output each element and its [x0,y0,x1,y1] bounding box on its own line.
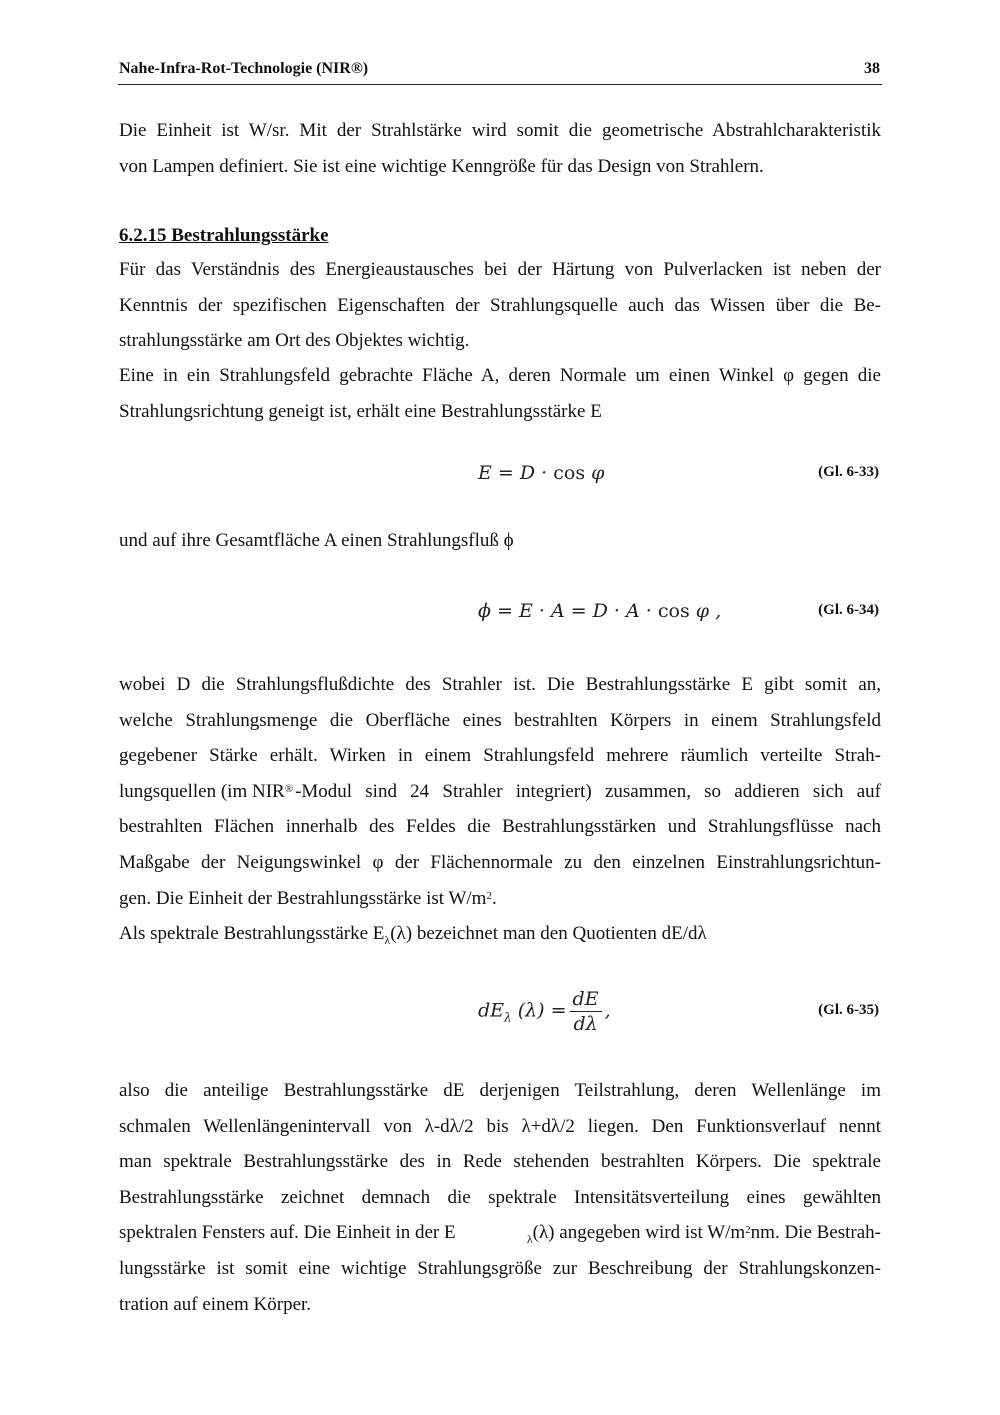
text-line: tration auf einem Körper. [119,1293,312,1315]
paragraph-6 [119,1073,881,1322]
page-number: 38 [864,60,880,77]
equation-6-33: E = D · cos φ [478,462,605,484]
text-fragment: Als spektrale Bestrahlungsstärke E [119,923,385,945]
text-fragment: . [491,887,497,909]
registered-mark: ® [284,782,294,795]
subscript: λ [384,932,391,947]
text-fragment: nm. Die Bestrah- [750,1222,881,1244]
equation-6-35: $dE_\lambda$ (λ) = $\frac{dE}{d\lambda}$ , [478,988,611,1035]
text-line: bestrahlten Flächen innerhalb des Feldes die Bestrahlungsstärken und Strahlungsflüsse nach [119,816,881,838]
text-line: man spektrale Bestrahlungsstärke des in Rede stehenden bestrahlten Körpers. Die spektrale [119,1151,881,1173]
text-line: gegebener Stärke erhält. Wirken in einem Strahlungsfeld mehrere räumlich verteilte Strah- [119,745,881,767]
equation-6-34: ϕ = E · A = D · A · cos φ , [478,600,722,622]
running-header-title: Nahe-Infra-Rot-Technologie (NIR®) [119,60,369,77]
text-line: Für das Verständnis des Energieaustausches bei der Härtung von Pulverlacken ist neben der [119,259,881,280]
paragraph-4 [119,667,881,952]
text-fragment: (λ) angegeben wird ist W/m [532,1222,746,1244]
text-line: also die anteilige Bestrahlungsstärke dE derjenigen Teilstrahlung, deren Wellenlänge im [119,1080,881,1101]
text-line: welche Strahlungsmenge die Oberfläche eines bestrahlten Körpers in einem Strahlungsfeld [119,709,881,731]
superscript: 2 [486,889,492,902]
text-line [119,1215,881,1251]
text-fragment: spektralen Fensters auf. Die Einheit in der E [119,1222,456,1244]
paragraph-2 [119,358,881,429]
text-fragment: gen. Die Einheit der Bestrahlungsstärke ist W/m [119,887,487,909]
text-fragment: (λ) bezeichnet man den Quotienten dE/dλ [390,923,707,945]
text-fragment: lungsquellen (im NIR [119,780,285,802]
text-line: Maßgabe der Neigungswinkel φ der Flächennormale zu den einzelnen Einstrahlungsrichtun- [119,851,881,873]
intro-paragraph [119,113,881,184]
equation-label: (Gl. 6-35) [818,1002,879,1018]
text-line: Die Einheit ist W/sr. Mit der Strahlstärke wird somit die geometrische Abstrahlcharakteristik [119,120,881,141]
paragraph-1 [119,252,881,359]
text-line: und auf ihre Gesamtfläche A einen Strahlungsfluß ϕ [119,530,514,551]
text-line: schmalen Wellenlängenintervall von λ-dλ/2 bis λ+dλ/2 liegen. Den Funktionsverlauf nennt [119,1115,881,1137]
text-line: Kenntnis der spezifischen Eigenschaften der Strahlungsquelle auch das Wissen über die Be- [119,294,881,316]
text-line: Strahlungsrichtung geneigt ist, erhält eine Bestrahlungsstärke E [119,400,602,422]
header-divider [118,84,882,85]
text-line: strahlungsstärke am Ort des Objektes wichtig. [119,330,470,352]
text-line [119,774,881,810]
text-line: lungsstärke ist somit eine wichtige Strahlungsgröße zur Beschreibung der Strahlungskonzen- [119,1257,881,1279]
text-line: von Lampen definiert. Sie ist eine wichtige Kenngröße für das Design von Strahlern. [119,155,764,177]
subscript: λ [526,1232,533,1247]
equation-label: (Gl. 6-34) [818,602,879,618]
text-line: Bestrahlungsstärke zeichnet demnach die spektrale Intensitätsverteilung eines gewählten [119,1186,881,1208]
text-fragment: -Modul sind 24 Strahler integriert) zusammen, so addieren sich auf [295,780,881,802]
text-line: Eine in ein Strahlungsfeld gebrachte Fläche A, deren Normale um einen Winkel φ gegen die [119,365,881,386]
paragraph-3 [119,523,881,559]
superscript: 2 [745,1224,751,1237]
text-line: wobei D die Strahlungsflußdichte des Strahler ist. Die Bestrahlungsstärke E gibt somit an, [119,674,881,695]
equation-label: (Gl. 6-33) [818,464,879,480]
section-heading: 6.2.15 Bestrahlungsstärke [119,225,329,246]
